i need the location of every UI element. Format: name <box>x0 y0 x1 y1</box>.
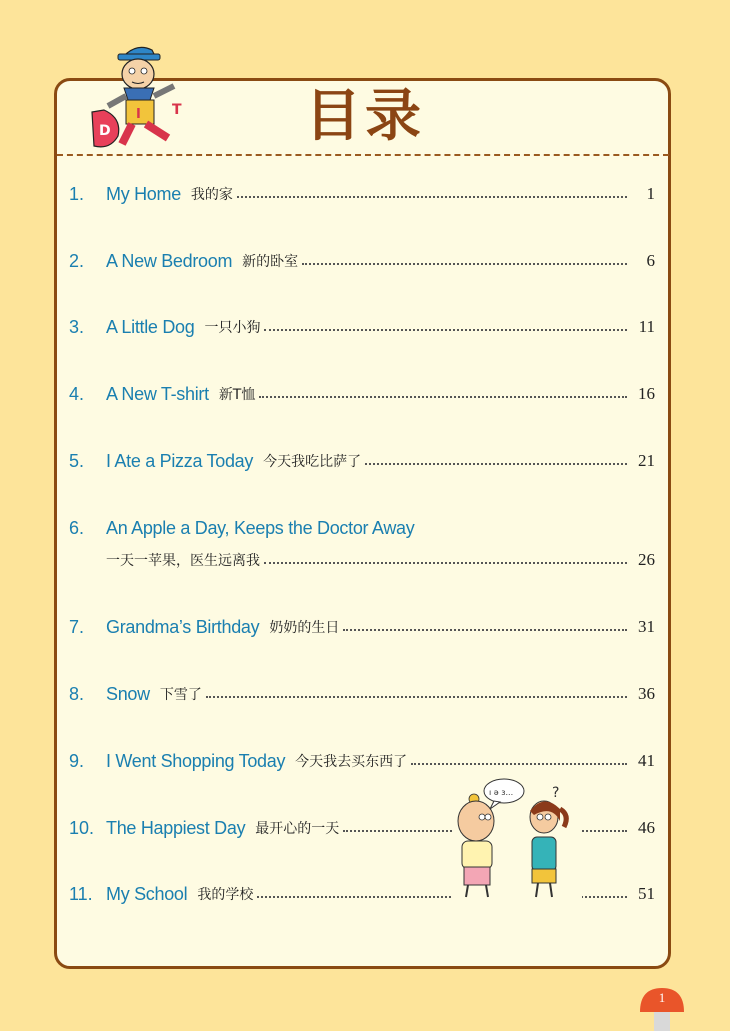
toc-page: 51 <box>638 884 655 903</box>
toc-page: 46 <box>638 818 655 837</box>
toc-number: 4. <box>69 384 85 404</box>
speech-bubble-text: ı ə з... <box>489 788 514 797</box>
letter-d: D <box>99 123 111 139</box>
dot-leader <box>264 562 627 564</box>
toc-title-en: I Went Shopping Today <box>106 750 286 771</box>
toc-number: 2. <box>69 251 85 271</box>
toc-title-en: My School <box>106 883 188 904</box>
toc-title-en: A New T-shirt <box>106 383 209 404</box>
toc-title-zh: 今天我去买东西了 <box>295 754 408 770</box>
toc-entry-3[interactable] <box>0 314 730 344</box>
toc-title-zh: 我的家 <box>190 187 233 203</box>
toc-title-zh: 我的学校 <box>197 887 254 903</box>
dot-leader <box>411 763 627 765</box>
toc-entry-9[interactable] <box>0 748 730 778</box>
toc-number: 11. <box>69 884 93 904</box>
toc-page: 16 <box>638 384 655 403</box>
toc-page: 11 <box>638 317 655 336</box>
toc-number: 1. <box>69 184 85 204</box>
toc-title-en: A Little Dog <box>106 316 195 337</box>
toc-entry-6[interactable] <box>0 515 730 577</box>
toc-entry-5[interactable] <box>0 448 730 478</box>
title-divider <box>57 154 669 156</box>
toc-number: 6. <box>69 518 85 538</box>
toc-title-en: Snow <box>106 683 150 704</box>
toc-title-zh: 一天一苹果，医生远离我 <box>106 553 260 569</box>
two-kids-illustration <box>452 775 582 903</box>
dot-leader <box>264 329 627 331</box>
dot-leader <box>237 196 627 198</box>
toc-number: 9. <box>69 751 85 771</box>
toc-title-en: A New Bedroom <box>106 250 233 271</box>
toc-number: 8. <box>69 684 85 704</box>
toc-entry-7[interactable] <box>0 614 730 644</box>
toc-entry-4[interactable] <box>0 381 730 411</box>
toc-page: 21 <box>638 451 655 470</box>
toc-entry-8[interactable] <box>0 681 730 711</box>
page-number: 1 <box>658 990 666 1005</box>
toc-page: 6 <box>646 251 655 270</box>
toc-entry-1[interactable] <box>0 181 730 211</box>
dot-leader <box>343 629 627 631</box>
dot-leader <box>365 463 627 465</box>
toc-title-zh: 新的卧室 <box>242 254 299 270</box>
toc-number: 5. <box>69 451 85 471</box>
toc-title-en: The Happiest Day <box>106 817 246 838</box>
letter-t: T <box>172 102 182 118</box>
toc-title-zh: 新T恤 <box>218 387 256 403</box>
toc-page: 31 <box>638 617 655 636</box>
toc-title-zh: 下雪了 <box>159 687 202 703</box>
toc-page: 36 <box>638 684 655 703</box>
question-mark: ? <box>552 785 560 801</box>
toc-title-zh: 一只小狗 <box>204 320 261 336</box>
letter-i: I <box>136 107 141 122</box>
toc-title-zh: 今天我吃比萨了 <box>263 454 362 470</box>
toc-number: 3. <box>69 317 85 337</box>
toc-number: 10. <box>69 818 95 838</box>
toc-entry-2[interactable] <box>0 248 730 278</box>
toc-page: 41 <box>638 751 655 770</box>
dot-leader <box>259 396 627 398</box>
toc-entry-11[interactable] <box>0 881 730 911</box>
toc-page: 1 <box>646 184 655 203</box>
toc-number: 7. <box>69 617 85 637</box>
toc-title-zh: 奶奶的生日 <box>269 620 340 636</box>
toc-title-en: My Home <box>106 183 181 204</box>
page-title: 目录 <box>305 84 425 149</box>
toc-title-en: An Apple a Day, Keeps the Doctor Away <box>106 517 415 538</box>
toc-title-en: Grandma’s Birthday <box>106 616 260 637</box>
toc-entry-10[interactable] <box>0 815 730 845</box>
toc-page: 26 <box>638 550 655 569</box>
dot-leader <box>206 696 627 698</box>
toc-title-en: I Ate a Pizza Today <box>106 450 254 471</box>
dot-leader <box>302 263 627 265</box>
toc-title-zh: 最开心的一天 <box>255 821 340 837</box>
